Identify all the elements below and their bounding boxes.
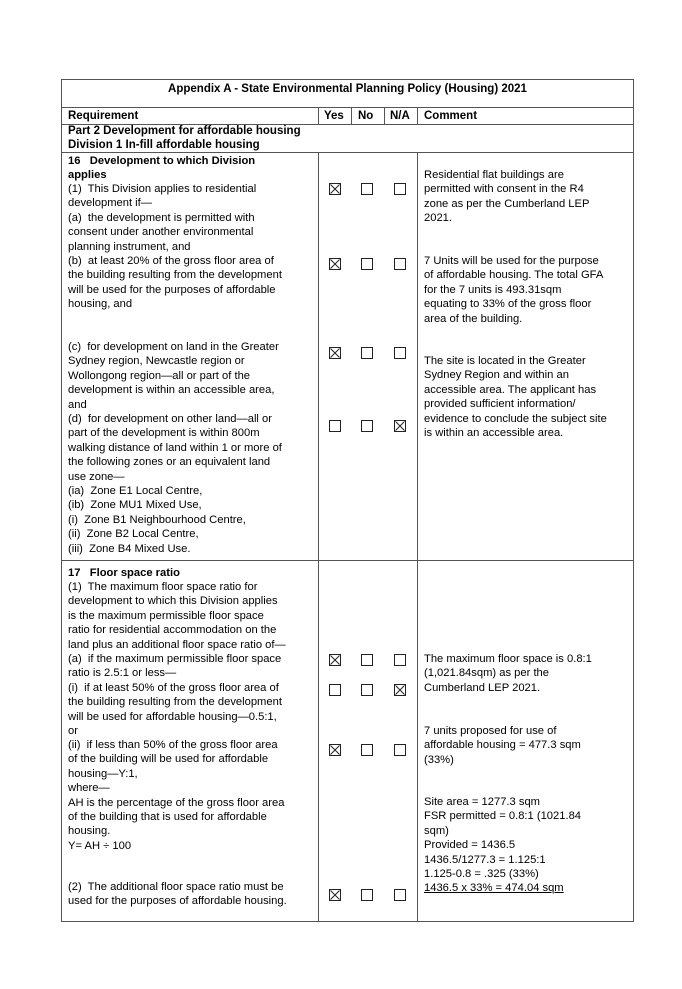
checkbox-na	[394, 258, 406, 270]
cross-mark-icon	[395, 421, 405, 431]
checkbox-yes-checked	[329, 654, 341, 666]
s17-heading: 17 Floor space ratio	[68, 567, 180, 579]
cross-mark-icon	[395, 685, 405, 695]
header-no: No	[358, 110, 374, 122]
checkbox-no	[361, 654, 373, 666]
checkbox-no	[361, 258, 373, 270]
checkbox-yes	[329, 684, 341, 696]
checkbox-yes	[329, 420, 341, 432]
s16-req-d: (d) for development on other land—all or part of the development is within 800m walking distance of land within 1 or more of the following zones or an equivalent land use zone— (ia) Zone E1 Local Centre, (ib) Zone MU1 Mixed Use, (i) Zone B1 Neighbourhood Centre, (ii) Zone B2 Local Centre, (iii) Zone B4 Mixed Use.	[68, 413, 282, 555]
cross-mark-icon	[330, 890, 340, 900]
header-yes: Yes	[324, 110, 344, 122]
checkbox-na	[394, 183, 406, 195]
checkbox-na	[394, 347, 406, 359]
col-divider	[384, 107, 385, 125]
s17-comment-b: 7 units proposed for use of affordable housing = 477.3 sqm (33%)	[424, 725, 581, 766]
checkbox-na	[394, 654, 406, 666]
checkbox-yes-checked	[329, 183, 341, 195]
checkbox-no	[361, 347, 373, 359]
header-comment: Comment	[424, 110, 478, 122]
s17-comment-c-total: 1436.5 x 33% = 474.04 sqm	[424, 882, 564, 895]
header-requirement: Requirement	[68, 110, 139, 122]
checkbox-no	[361, 889, 373, 901]
s16-req-c: (c) for development on land in the Greater Sydney region, Newcastle region or Wollongong region—all or part of the development is within an accessible area, and	[68, 341, 279, 411]
col-divider	[318, 107, 319, 125]
checkbox-na-checked	[394, 420, 406, 432]
s17-req-2: (2) The additional floor space ratio must be used for the purposes of affordable housing.	[68, 881, 287, 908]
cross-mark-icon	[330, 348, 340, 358]
s16-heading: 16 Development to which Division applies	[68, 155, 256, 182]
s16-comment-a: Residential flat buildings are permitted with consent in the R4 zone as per the Cumberland LEP 2021.	[424, 169, 590, 225]
checkbox-yes-checked	[329, 258, 341, 270]
cross-mark-icon	[330, 184, 340, 194]
s17-req-ii: (ii) if less than 50% of the gross floor area of the building will be used for affordable housing—Y:1, where— AH is the percentage of the gross floor area of the building that is used for affordable housing. Y= AH ÷ 100	[68, 739, 285, 852]
checkbox-no	[361, 420, 373, 432]
header-na: N/A	[390, 110, 410, 122]
checkbox-no	[361, 744, 373, 756]
checkbox-yes-checked	[329, 744, 341, 756]
row-divider	[61, 560, 634, 561]
checkbox-na-checked	[394, 684, 406, 696]
checkbox-yes-checked	[329, 889, 341, 901]
row-divider	[61, 152, 634, 153]
appendix-title: Appendix A - State Environmental Planning Policy (Housing) 2021	[168, 83, 527, 95]
checkbox-na	[394, 744, 406, 756]
s17-req-a: (a) if the maximum permissible floor space ratio is 2.5:1 or less—	[68, 653, 282, 680]
s17-req-1: (1) The maximum floor space ratio for development to which this Division applies is the maximum permissible floor space ratio for residential accommodation on the land plus an additional floor space ratio of—	[68, 581, 286, 651]
checkbox-yes-checked	[329, 347, 341, 359]
part-heading: Part 2 Development for affordable housing	[68, 125, 301, 137]
col-divider	[318, 152, 319, 922]
division-heading: Division 1 In-fill affordable housing	[68, 138, 260, 151]
s16-comment-b: 7 Units will be used for the purpose of affordable housing. The total GFA for the 7 units is 493.31sqm equating to 33% of the gross floor area of the building.	[424, 255, 604, 325]
cross-mark-icon	[330, 655, 340, 665]
s17-req-i: (i) if at least 50% of the gross floor area of the building resulting from the development will be used for affordable housing—0.5:1, or	[68, 682, 282, 738]
col-divider	[417, 107, 418, 125]
checkbox-no	[361, 183, 373, 195]
checkbox-no	[361, 684, 373, 696]
s16-comment-c: The site is located in the Greater Sydney Region and within an accessible area. The applicant has provided sufficient information/ evidence to conclude the subject site is within an accessible area.	[424, 355, 607, 440]
s16-req-a: (1) This Division applies to residential development if— (a) the development is permitted with consent under another environmental planning instrument, and	[68, 183, 257, 253]
s16-req-b: (b) at least 20% of the gross floor area of the building resulting from the development will be used for the purposes of affordable housing, and	[68, 255, 282, 311]
cross-mark-icon	[330, 259, 340, 269]
cross-mark-icon	[330, 745, 340, 755]
s17-comment-a: The maximum floor space is 0.8:1 (1,021.84sqm) as per the Cumberland LEP 2021.	[424, 653, 592, 694]
s17-comment-c: Site area = 1277.3 sqm FSR permitted = 0.8:1 (1021.84 sqm) Provided = 1436.5 1436.5/1277.3 = 1.125:1 1.125-0.8 = .325 (33%)	[424, 796, 582, 881]
checkbox-na	[394, 889, 406, 901]
col-divider	[417, 152, 418, 922]
row-divider	[61, 107, 634, 108]
col-divider	[351, 107, 352, 125]
